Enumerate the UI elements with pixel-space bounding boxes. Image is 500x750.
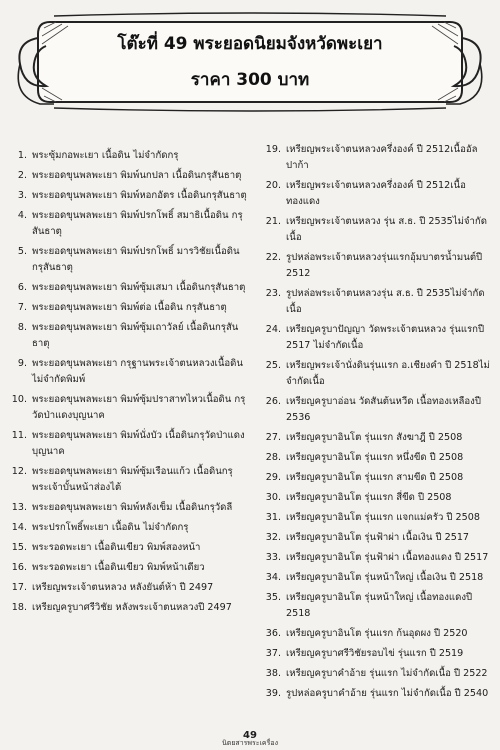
item-text: พระรอดพะเยา เนื้อดินเขียว พิมพ์สองหน้า [32,542,201,553]
item-text: รูปหล่อพระเจ้าตนหลวงรุ่น ส.ธ. ปี 2535ไม่จำกัดเนื้อ [286,288,485,315]
item-number: 23. [265,288,281,299]
item-text: เหรียญพระเจ้าตนหลวงครึ่งองค์ ปี 2512เนื้ออัลปาก้า [286,144,478,171]
list-item [256,450,494,466]
list-item [256,214,494,246]
item-text: เหรียญพระเจ้าตนหลวงครึ่งองค์ ปี 2512เนื้อทองแดง [286,180,466,207]
item-text: เหรียญพระเจ้าตนหลวง รุ่น ส.ธ. ปี 2535ไม่จำกัดเนื้อ [286,216,487,243]
list-item [6,520,252,536]
list-item [6,300,252,316]
item-number: 4. [17,210,27,221]
item-number: 36. [265,628,281,639]
item-text: พระยอดขุนพลพะเยา พิมพ์ปรกโพธิ์ สมาธิเนื้อดิน กรุสันธาตุ [32,210,243,237]
list-item [6,208,252,240]
item-text: เหรียญครูบาศรีวิชัย หลังพระเจ้าตนหลวงปี 2497 [32,602,232,613]
item-text: รูปหล่อพระเจ้าตนหลวงรุ่นแรกอุ้มบาตรน้ำมนต์ปี 2512 [286,252,483,279]
list-item [256,142,494,174]
item-number: 20. [265,180,281,191]
list-item [256,626,494,642]
list-item [256,490,494,506]
item-number: 18. [11,602,27,613]
list-item [6,188,252,204]
item-text: เหรียญครูบาอินโต รุ่นหน้าใหญ่ เนื้อทองแดงปี 2518 [286,592,473,619]
item-text: เหรียญครูบาศรีวิชัยรอบไข่ รุ่นแรก ปี 2519 [286,648,464,659]
item-number: 21. [265,216,281,227]
list-item [6,392,252,424]
list-item [6,280,252,296]
price-label: ราคา 300 บาท [190,70,310,90]
item-number: 24. [265,324,281,335]
item-number: 29. [265,472,281,483]
item-number: 16. [11,562,27,573]
item-list-left [6,148,252,620]
item-number: 25. [265,360,281,371]
item-number: 32. [265,532,281,543]
item-number: 33. [265,552,281,563]
scroll-ornament [10,8,488,116]
item-text: เหรียญครูบาอินโต รุ่นหน้าใหญ่ เนื้อเงิน ปี 2518 [286,572,484,583]
item-number: 14. [11,522,27,533]
item-text: พระยอดขุนพลพะเยา พิมพ์ซุ้มเสมา เนื้อดินกรุสันธาตุ [32,282,246,293]
list-item [256,394,494,426]
item-number: 26. [265,396,281,407]
list-item [6,356,252,388]
item-number: 3. [17,190,27,201]
item-number: 17. [11,582,27,593]
item-text: พระซุ้มกอพะเยา เนื้อดิน ไม่จำกัดกรุ [32,150,179,161]
item-text: เหรียญครูบาคำอ้าย รุ่นแรก ไม่จำกัดเนื้อ ปี 2522 [286,668,488,679]
item-text: เหรียญครูบาอินโต รุ่นแรก แจกแม่ครัว ปี 2508 [286,512,480,523]
item-number: 13. [11,502,27,513]
list-item [256,470,494,486]
item-text: เหรียญครูบาอินโต รุ่นแรก สังฆาฎี ปี 2508 [286,432,463,443]
list-item [256,686,494,702]
item-text: พระยอดขุนพลพะเยา พิมพ์ซุ้มเรือนแก้ว เนื้อดินกรุพระเจ้าบั้นหน้าส่องไต้ [32,466,233,493]
list-item [6,244,252,276]
list-item [256,570,494,586]
list-item [256,322,494,354]
item-number: 35. [265,592,281,603]
item-text: เหรียญครูบาอินโต รุ่นแรก หนึ่งขีด ปี 2508 [286,452,464,463]
item-number: 28. [265,452,281,463]
item-text: พระยอดขุนพลพะเยา พิมพ์หลังเข็ม เนื้อดินกรุวัดลี [32,502,233,513]
item-text: เหรียญพระเจ้าตนหลวง หลังยันต์ห้า ปี 2497 [32,582,214,593]
list-item [6,168,252,184]
list-item [6,428,252,460]
list-item [6,600,252,616]
page-number: 49 [243,730,257,741]
list-item [6,560,252,576]
item-number: 6. [17,282,27,293]
list-item [256,430,494,446]
list-item [256,250,494,282]
list-item [6,320,252,352]
list-item [256,178,494,210]
item-number: 34. [265,572,281,583]
item-text: เหรียญครูบาปัญญา วัดพระเจ้าตนหลวง รุ่นแรกปี 2517 ไม่จำกัดเนื้อ [286,324,485,351]
item-text: เหรียญครูบาอินโต รุ่นฟ้าผ่า เนื้อเงิน ปี 2517 [286,532,470,543]
item-text: เหรียญครูบาอ่อน วัดสันต้นหวีด เนื้อทองเหลืองปี 2536 [286,396,481,423]
item-text: เหรียญพระเจ้านั่งดินรุ่นแรก อ.เชียงคำ ปี 2518ไม่จำกัดเนื้อ [286,360,490,387]
item-number: 37. [265,648,281,659]
list-item [256,550,494,566]
item-list-right [256,142,494,706]
item-number: 30. [265,492,281,503]
item-text: พระยอดขุนพลพะเยา พิมพ์หอกอัตร เนื้อดินกรุสันธาตุ [32,190,247,201]
list-item [6,580,252,596]
list-item [256,590,494,622]
item-number: 22. [265,252,281,263]
list-item [256,358,494,390]
item-number: 7. [17,302,27,313]
item-number: 19. [265,144,281,155]
item-number: 5. [17,246,27,257]
title-banner [10,8,488,116]
item-text: เหรียญครูบาอินโต รุ่นแรก สามขีด ปี 2508 [286,472,464,483]
item-number: 12. [11,466,27,477]
list-item [256,646,494,662]
item-text: พระยอดขุนพลพะเยา พิมพ์ซุ้มเถาวัลย์ เนื้อดินกรุสันธาตุ [32,322,239,349]
item-number: 38. [265,668,281,679]
list-item [256,666,494,682]
item-text: พระยอดขุนพลพะเยา กรุฐานพระเจ้าตนหลวงเนื้อดิน ไม่จำกัดพิมพ์ [32,358,243,385]
item-text: รูปหล่อครูบาคำอ้าย รุ่นแรก ไม่จำกัดเนื้อ ปี 2540 [286,688,489,699]
item-number: 31. [265,512,281,523]
item-text: เหรียญครูบาอินโต รุ่นแรก สี่ขีด ปี 2508 [286,492,452,503]
item-text: พระยอดขุนพลพะเยา พิมพ์ปรกโพธิ์ มารวิชัยเนื้อดิน กรุสันธาตุ [32,246,240,273]
item-text: เหรียญครูบาอินโต รุ่นแรก ก้นอุดผง ปี 2520 [286,628,468,639]
list-item [6,540,252,556]
item-text: พระยอดขุนพลพะเยา พิมพ์นกปลา เนื้อดินกรุสันธาตุ [32,170,242,181]
list-item [6,148,252,164]
list-item [256,510,494,526]
publisher-name: นิตยสารพระเครื่อง [222,739,278,747]
list-item [6,500,252,516]
item-number: 1. [17,150,27,161]
list-item [256,530,494,546]
page-title: โต๊ะที่ 49 พระยอดนิยมจังหวัดพะเยา [117,34,383,54]
list-item [6,464,252,496]
item-text: พระยอดขุนพลพะเยา พิมพ์นั่งบัว เนื้อดินกรุวัดป่าแดงบุญนาค [32,430,245,457]
item-number: 39. [265,688,281,699]
item-number: 15. [11,542,27,553]
item-text: พระยอดขุนพลพะเยา พิมพ์ต่อ เนื้อดิน กรุสันธาตุ [32,302,227,313]
item-number: 8. [17,322,27,333]
item-number: 9. [17,358,27,369]
item-number: 10. [11,394,27,405]
list-item [256,286,494,318]
item-number: 2. [17,170,27,181]
item-text: พระรอดพะเยา เนื้อดินเขียว พิมพ์หน้าเดียว [32,562,205,573]
item-number: 27. [265,432,281,443]
item-text: พระปรกโพธิ์พะเยา เนื้อดิน ไม่จำกัดกรุ [32,522,189,533]
item-number: 11. [11,430,27,441]
item-text: เหรียญครูบาอินโต รุ่นฟ้าผ่า เนื้อทองแดง ปี 2517 [286,552,489,563]
item-text: พระยอดขุนพลพะเยา พิมพ์ซุ้มปราสาทไหวเนื้อดิน กรุวัดป่าแดงบุญนาค [32,394,246,421]
